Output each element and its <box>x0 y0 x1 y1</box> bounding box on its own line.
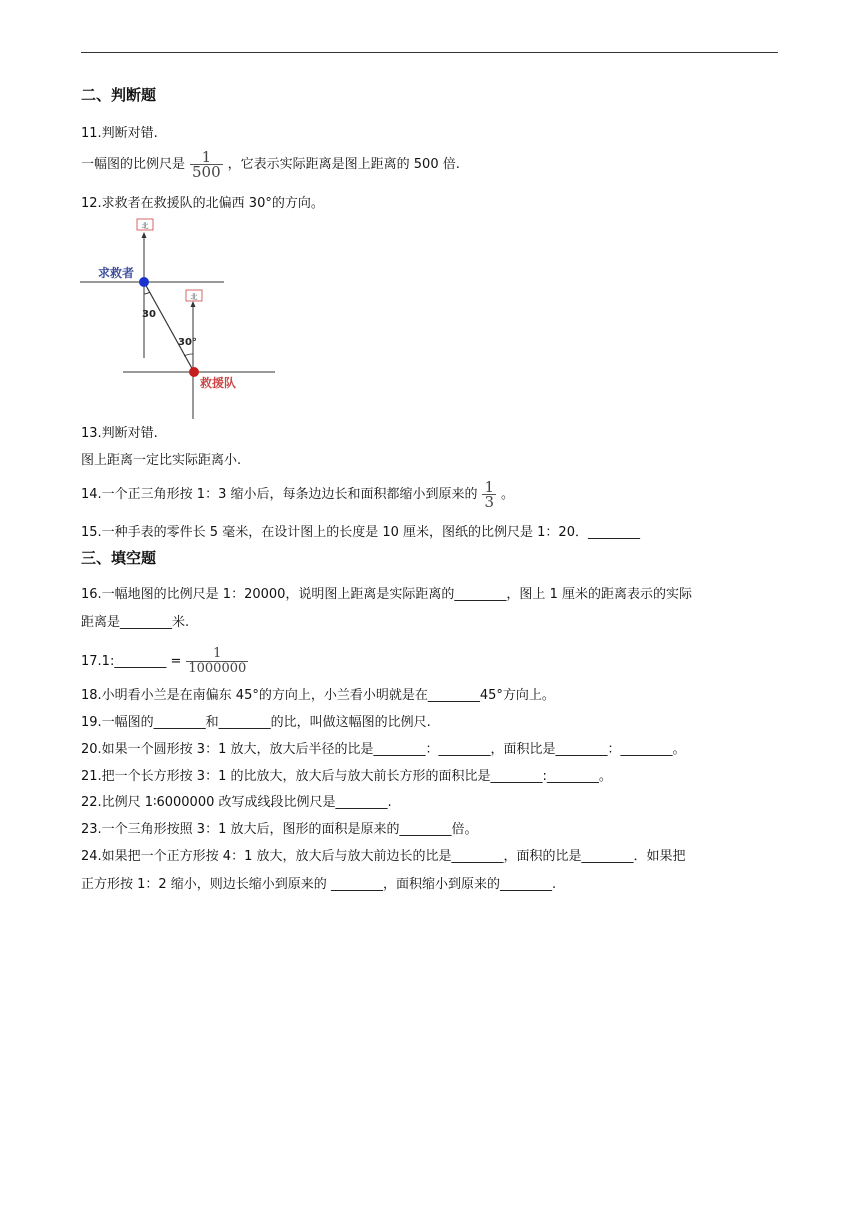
rescuee-label: 求救者 <box>98 266 135 280</box>
angle-arc-2 <box>184 354 193 356</box>
q24-line1: 24.如果把一个正方形按 4：1 放大，放大后与放大前边长的比是________，面积的比是________．如果把 <box>81 849 686 864</box>
q14-line <box>81 480 514 509</box>
q14-fraction <box>482 480 496 509</box>
rescuee-point <box>139 277 149 287</box>
fraction-denominator: 500 <box>192 163 221 181</box>
direction-diagram <box>80 214 280 420</box>
angle-label-2: 30° <box>178 337 197 348</box>
section-heading-judgement: 二、判断题 <box>81 86 157 104</box>
fraction-numerator: 1 <box>201 148 212 166</box>
q11-line2 <box>81 150 460 179</box>
north-label-1: 北 <box>141 222 149 230</box>
rescue-team-label: 救援队 <box>200 376 237 390</box>
q17-text: 17.1:________ = <box>81 654 182 669</box>
q20-text: 20.如果一个圆形按 3：1 放大，放大后半径的比是________：________，面积比是________：________。 <box>81 742 686 757</box>
q23-text: 23.一个三角形按照 3：1 放大后，图形的面积是原来的________倍。 <box>81 822 478 837</box>
q22-text: 22.比例尺 1∶6000000 改写成线段比例尺是________. <box>81 795 392 810</box>
q18-text: 18.小明看小兰是在南偏东 45°的方向上，小兰看小明就是在________45°方向上。 <box>81 688 555 703</box>
q21-text: 21.把一个长方形按 3：1 的比放大，放大后与放大前长方形的面积比是________:________。 <box>81 769 612 784</box>
q14-text: 14.一个正三角形按 1：3 缩小后，每条边边长和面积都缩小到原来的 <box>81 487 478 502</box>
q15-text: 15.一种手表的零件长 5 毫米，在设计图上的长度是 10 厘米，图纸的比例尺是 1：20．________ <box>81 525 640 540</box>
q11-line1: 11.判断对错. <box>81 126 158 141</box>
q11-text-b: ，它表示实际距离是图上距离的 500 倍. <box>227 157 460 172</box>
q19-text: 19.一幅图的________和________的比，叫做这幅图的比例尺. <box>81 715 431 730</box>
rescue-team-point <box>189 367 199 377</box>
q13-line1: 13.判断对错. <box>81 426 158 441</box>
north-arrowhead-2 <box>191 301 196 307</box>
section-heading-fill-blank: 三、填空题 <box>81 549 157 567</box>
fraction-numerator: 1 <box>484 478 495 496</box>
q12-text: 12.求救者在救援队的北偏西 30°的方向。 <box>81 196 324 211</box>
q11-fraction <box>190 150 223 179</box>
q16-line2: 距离是________米. <box>81 615 190 630</box>
q17-line <box>81 647 253 676</box>
header-rule <box>81 52 778 53</box>
q13-line2: 图上距离一定比实际距离小. <box>81 453 242 468</box>
angle-arc-1 <box>144 292 150 294</box>
fraction-numerator: 1 <box>213 646 222 661</box>
q17-fraction <box>186 647 248 676</box>
north-arrowhead-1 <box>142 232 147 238</box>
q11-text-a: 一幅图的比例尺是 <box>81 157 186 172</box>
q16-line1: 16.一幅地图的比例尺是 1：20000，说明图上距离是实际距离的________，图上 1 厘米的距离表示的实际 <box>81 587 692 602</box>
fraction-denominator: 3 <box>484 493 495 511</box>
fraction-denominator: 1000000 <box>188 661 247 676</box>
north-label-2: 北 <box>190 293 198 301</box>
q14-end: 。 <box>501 487 515 502</box>
q24-line2: 正方形按 1：2 缩小，则边长缩小到原来的 ________，面积缩小到原来的________. <box>81 877 557 892</box>
angle-label-1: 30 <box>142 309 156 320</box>
